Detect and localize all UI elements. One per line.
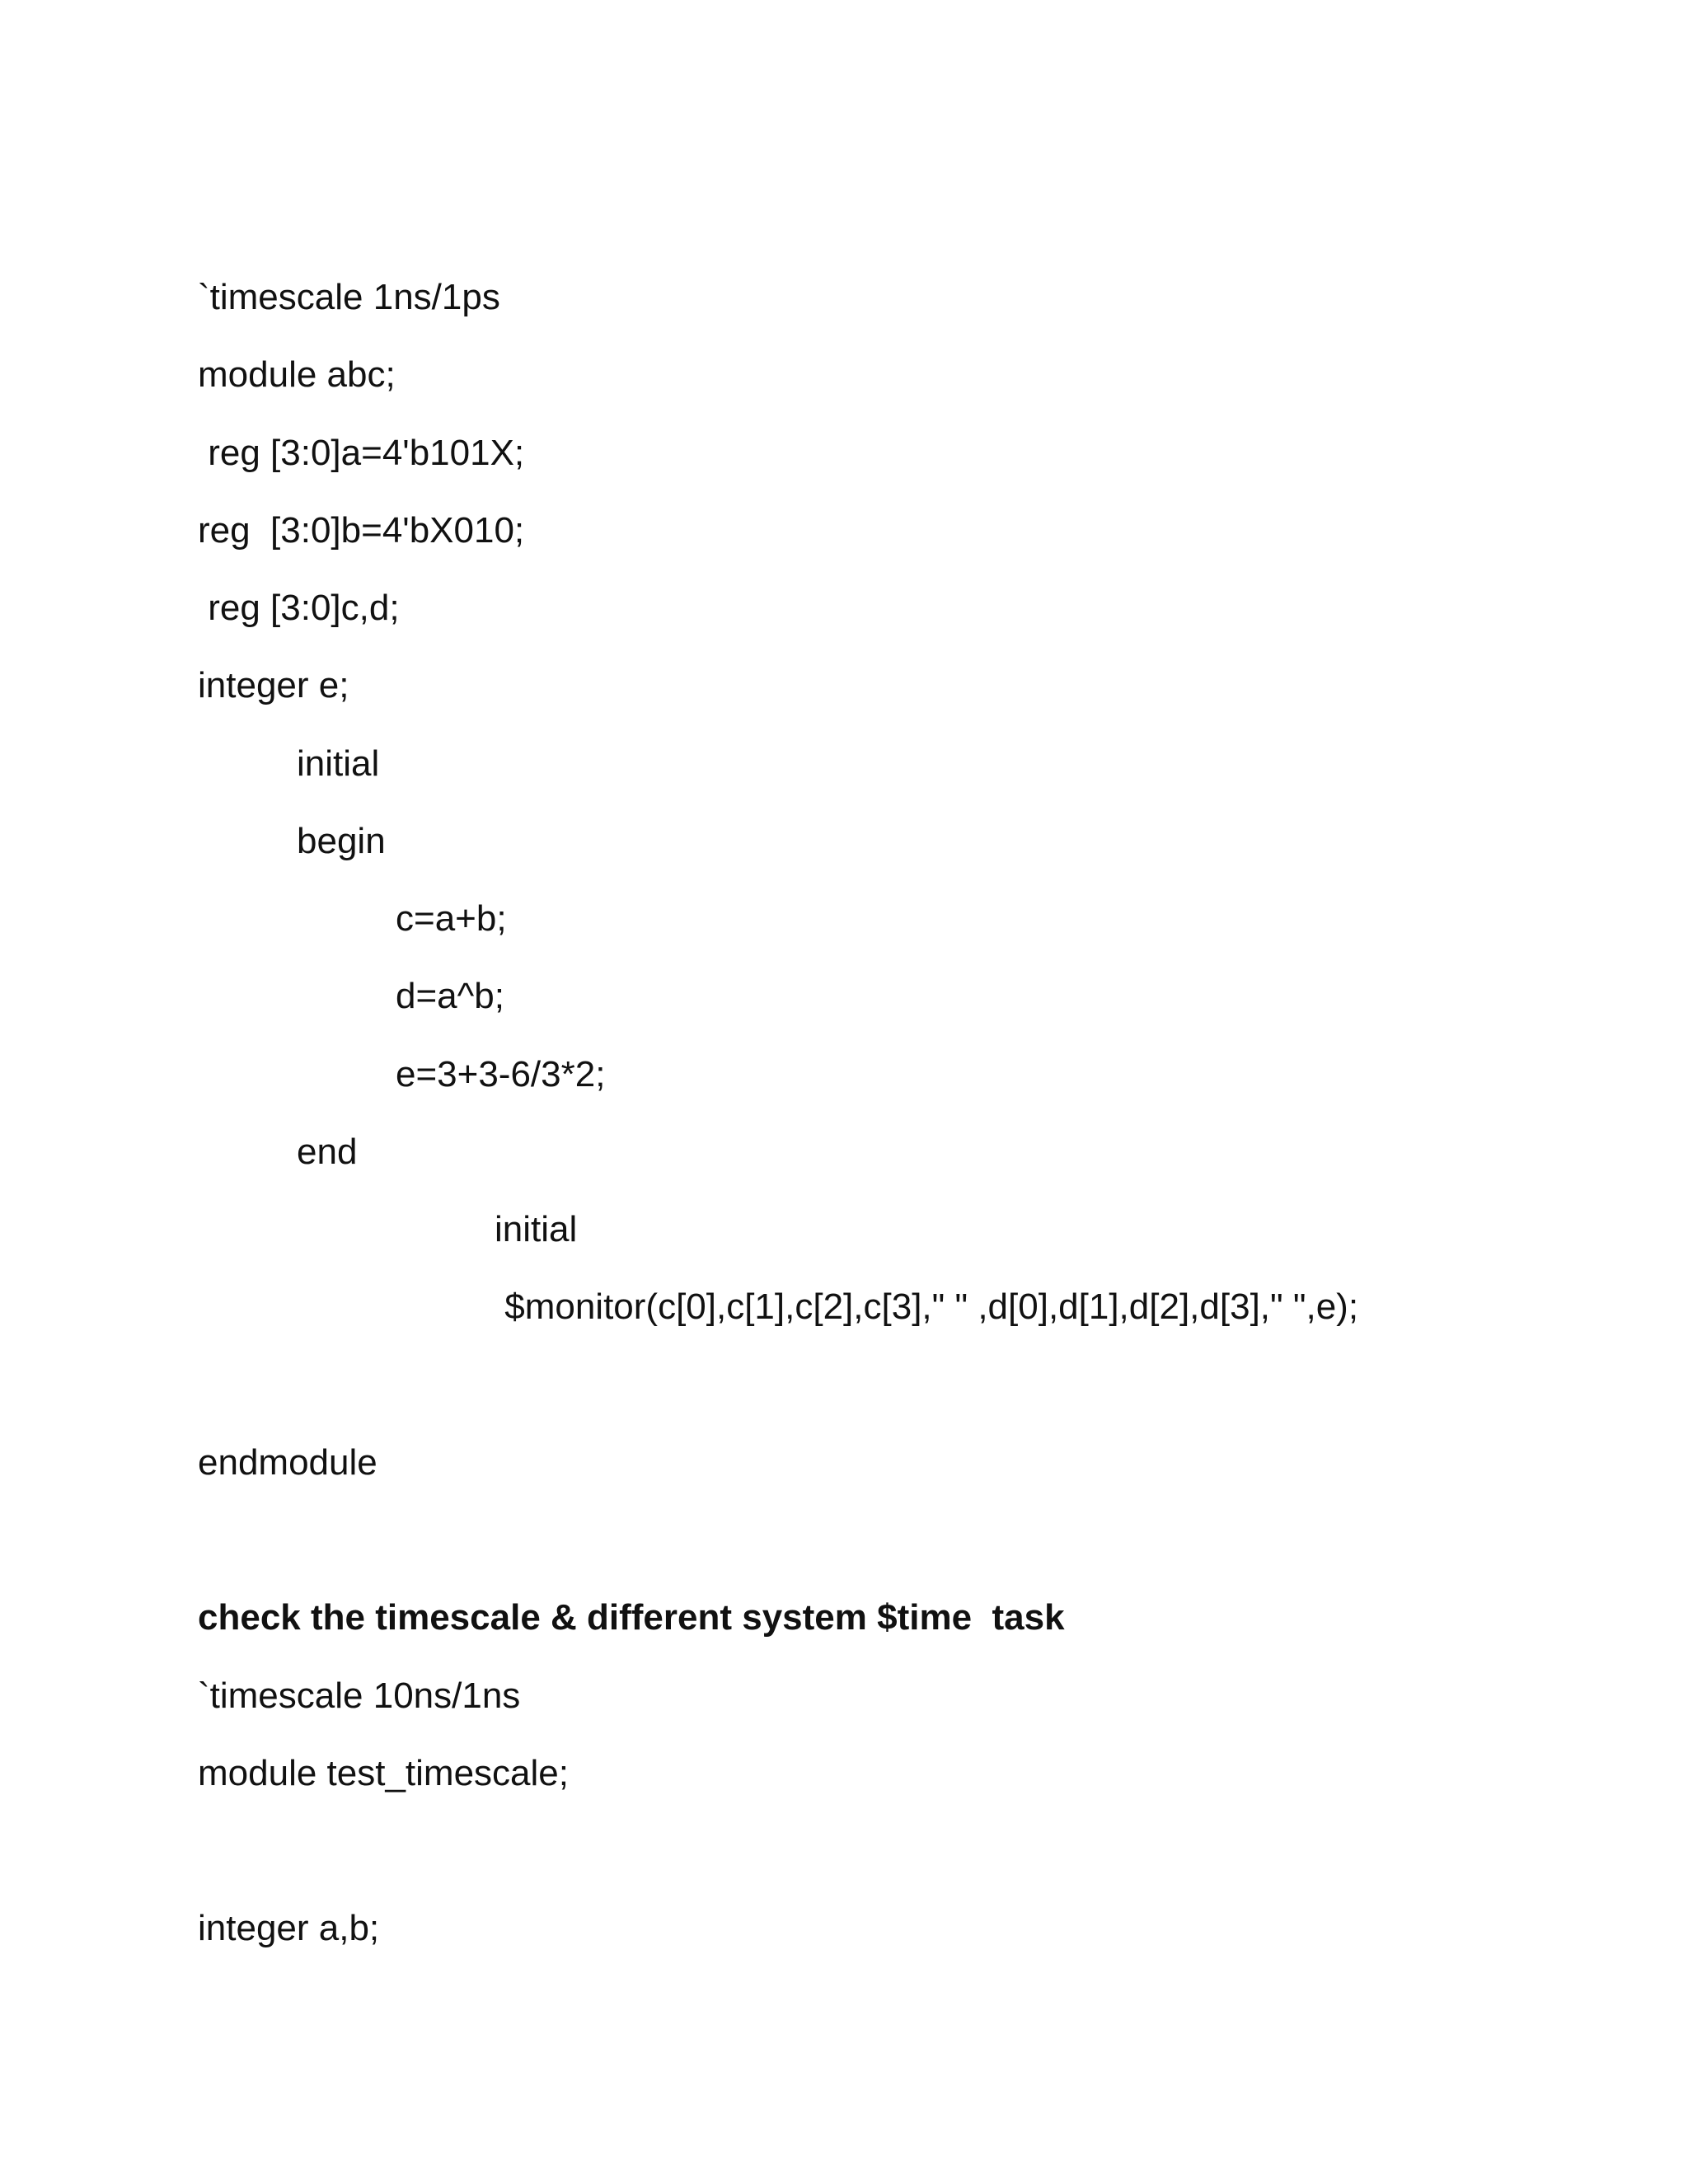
code-line: integer a,b; bbox=[198, 1908, 380, 1948]
code-line: e=3+3-6/3*2; bbox=[396, 1054, 606, 1094]
code-line: initial bbox=[495, 1209, 578, 1249]
code-line: initial bbox=[297, 743, 380, 784]
code-line: end bbox=[297, 1132, 358, 1172]
code-line: d=a^b; bbox=[396, 976, 504, 1016]
code-line: reg [3:0]b=4'bX010; bbox=[198, 510, 525, 551]
code-line: c=a+b; bbox=[396, 898, 507, 939]
code-line: `timescale 1ns/1ps bbox=[198, 277, 500, 317]
section-heading: check the timescale & different system $time task bbox=[198, 1597, 1065, 1638]
code-line: reg [3:0]a=4'b101X; bbox=[198, 433, 525, 473]
code-line: `timescale 10ns/1ns bbox=[198, 1675, 521, 1716]
code-line: endmodule bbox=[198, 1442, 377, 1483]
code-line: integer e; bbox=[198, 665, 349, 705]
code-line: module abc; bbox=[198, 354, 396, 395]
code-line: begin bbox=[297, 821, 386, 861]
code-line: module test_timescale; bbox=[198, 1753, 569, 1793]
code-line: $monitor(c[0],c[1],c[2],c[3]," " ,d[0],d[1],d[2],d[3]," ",e); bbox=[495, 1286, 1359, 1327]
code-line: reg [3:0]c,d; bbox=[198, 588, 400, 628]
